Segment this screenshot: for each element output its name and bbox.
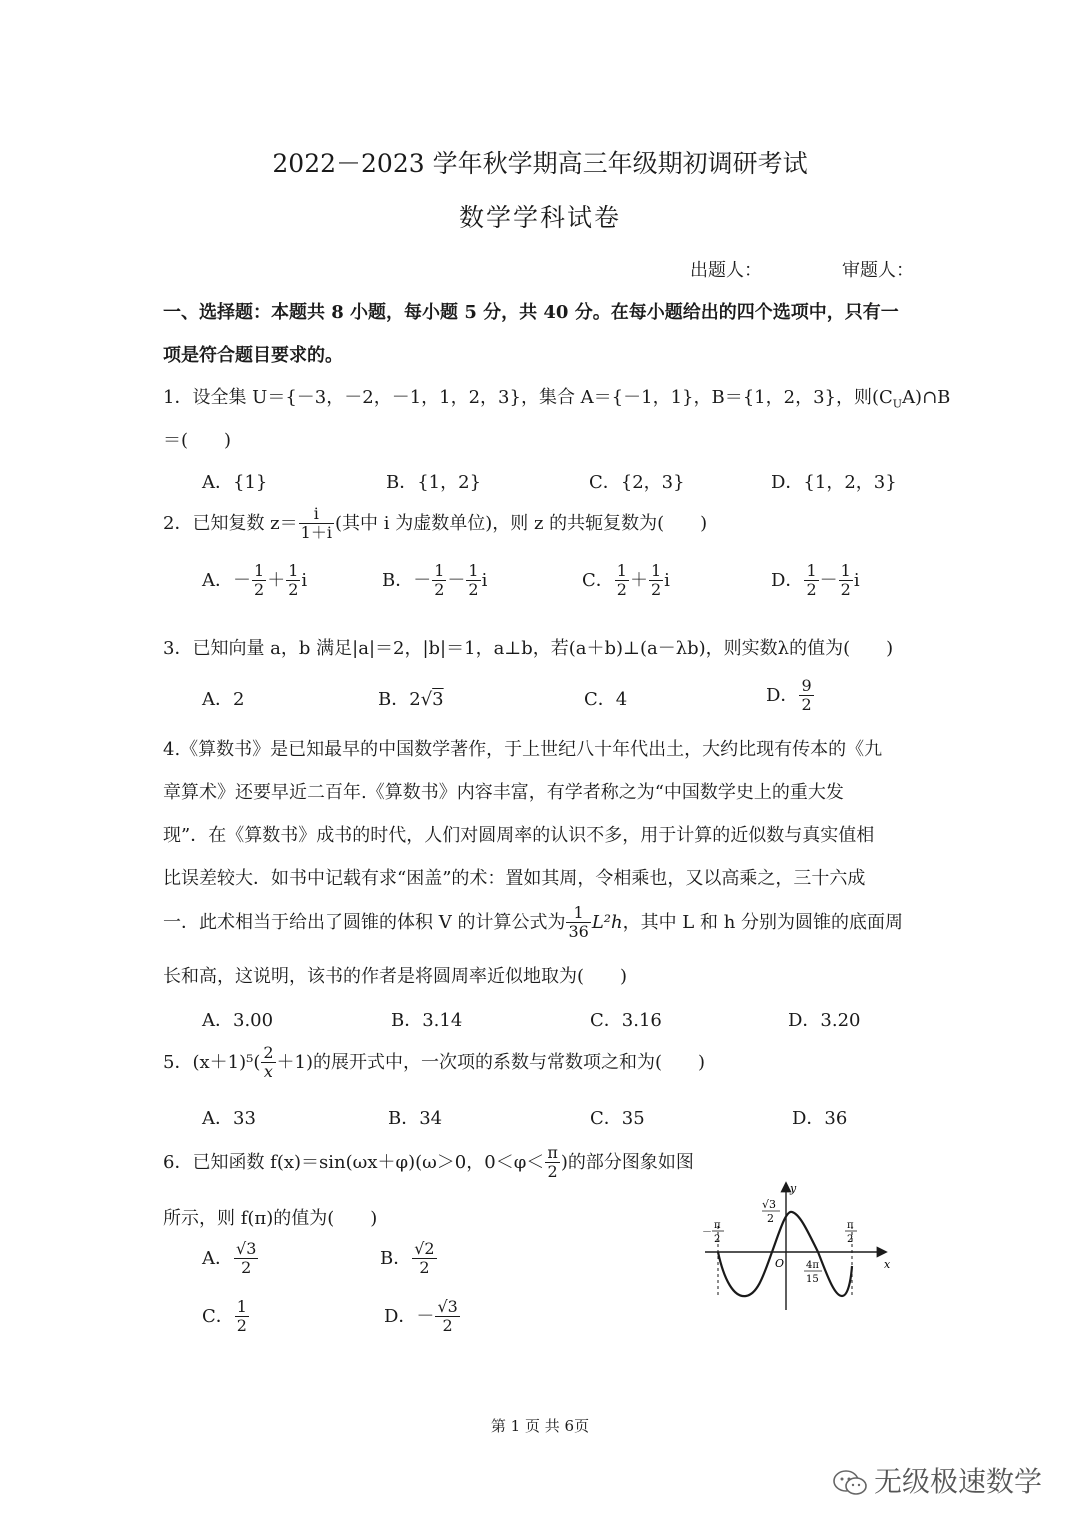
q5-option-d[interactable]: D．36 xyxy=(792,1108,848,1129)
section-heading-line1: 一、选择题：本题共 8 小题，每小题 5 分，共 40 分。在每小题给出的四个选项中，只有一 xyxy=(163,302,899,323)
q4-line-3: 现”．在《算数书》成书的时代，人们对圆周率的认识不多，用于计算的近似数与真实值相 xyxy=(163,825,875,846)
peak-num: √3 xyxy=(762,1198,777,1211)
origin-label: O xyxy=(775,1257,785,1270)
q5-stem: 5．(x＋1)⁵( $\frac{2}{x}$ ＋1)的展开式中，一次项的系数与常数项之和为( ) xyxy=(163,1043,706,1082)
q6-function-graph xyxy=(700,1180,900,1320)
q5-option-c[interactable]: C．35 xyxy=(590,1108,645,1129)
q6-option-d[interactable]: D．－ $\frac{√3}{2}$ xyxy=(384,1297,458,1336)
right-den: 2 xyxy=(847,1234,854,1245)
q4-line-1: 4.《算数书》是已知最早的中国数学著作，于上世纪八十年代出土，大约比现有传本的《九 xyxy=(163,739,883,760)
q6-option-c[interactable]: C． $\frac{1}{2}$ xyxy=(202,1297,247,1336)
q6-option-b[interactable]: B． $\frac{√2}{2}$ xyxy=(380,1239,435,1278)
zero-num: 4π xyxy=(806,1260,819,1271)
q2-option-d[interactable]: D． $\frac{1}{2}$ － $\frac{1}{2}$ i xyxy=(771,561,860,600)
q4-line-2: 章算术》还要早近二百年.《算数书》内容丰富，有学者称之为“中国数学史上的重大发 xyxy=(163,782,844,803)
q5-option-a[interactable]: A．33 xyxy=(202,1108,256,1129)
q1-stem: 1．设全集 U＝{－3，－2，－1，1，2，3}，集合 A＝{－1，1}，B＝{1，2，3}，则$(C_UA)\cap B$ xyxy=(163,387,951,411)
watermark: 无级极速数学 xyxy=(832,1460,1042,1500)
wechat-icon xyxy=(832,1469,868,1497)
right-num: π xyxy=(847,1220,854,1231)
q1-option-c[interactable]: C．{2，3} xyxy=(589,472,685,493)
q4-line-5: 一．此术相当于给出了圆锥的体积 V 的计算公式为 $\frac{1}{36}$ L²h，其中 L 和 h 分别为圆锥的底面周 xyxy=(163,903,904,942)
section-heading-line2: 项是符合题目要求的。 xyxy=(163,345,343,366)
q1-option-b[interactable]: B．{1，2} xyxy=(386,472,482,493)
q3-option-b[interactable]: B．2√3 xyxy=(378,689,444,710)
q6-option-a[interactable]: A． $\frac{√3}{2}$ xyxy=(202,1239,257,1278)
q2-option-b[interactable]: B．－ $\frac{1}{2}$ － $\frac{1}{2}$ i xyxy=(382,561,488,600)
zero-den: 15 xyxy=(806,1274,819,1285)
reviewer-label: 审题人： xyxy=(842,260,914,281)
left-sign: － xyxy=(702,1227,712,1238)
peak-den: 2 xyxy=(767,1212,774,1225)
y-axis-label: y xyxy=(790,1182,797,1195)
exam-subtitle: 数学学科试卷 xyxy=(458,203,621,232)
exam-title: 2022－2023 学年秋学期高三年级期初调研考试 xyxy=(272,149,808,178)
q4-option-c[interactable]: C．3.16 xyxy=(590,1010,662,1031)
q6-stem-line2: 所示，则 f(π)的值为( ) xyxy=(163,1208,378,1229)
q4-option-b[interactable]: B．3.14 xyxy=(391,1010,463,1031)
q1-option-d[interactable]: D．{1，2，3} xyxy=(771,472,897,493)
q4-option-d[interactable]: D．3.20 xyxy=(788,1010,861,1031)
x-axis-label: x xyxy=(884,1258,891,1271)
q3-option-a[interactable]: A．2 xyxy=(202,689,245,710)
q4-line-6: 长和高，这说明，该书的作者是将圆周率近似地取为( ) xyxy=(163,966,628,987)
sine-curve xyxy=(718,1212,852,1296)
q3-option-c[interactable]: C．4 xyxy=(584,689,628,710)
page-number: 第 1 页 共 6页 xyxy=(490,1417,590,1435)
left-num: π xyxy=(714,1220,721,1231)
q2-fraction: $\frac{i}{1+i}$ xyxy=(300,504,332,543)
q4-line-4: 比误差较大．如书中记载有求“困盖”的术：置如其周，令相乘也，又以高乘之，三十六成 xyxy=(163,868,866,889)
q3-option-d[interactable]: D． $\frac{9}{2}$ xyxy=(766,676,812,715)
q4-option-a[interactable]: A．3.00 xyxy=(202,1010,274,1031)
left-den: 2 xyxy=(714,1234,721,1245)
q1-option-a[interactable]: A．{1} xyxy=(202,472,268,493)
q2-stem: 2．已知复数 z＝ $\frac{i}{1+i}$ (其中 i 为虚数单位)，则 z 的共轭复数为( ) xyxy=(163,504,708,543)
q3-stem: 3．已知向量 a，b 满足|a|＝2，|b|＝1，a⊥b，若(a＋b)⊥(a－λb)，则实数λ的值为( ) xyxy=(163,638,894,659)
q6-stem: 6．已知函数 f(x)＝sin(ωx＋φ)(ω＞0，0＜φ＜ $\frac{\pi}{2}$ )的部分图象如图 xyxy=(163,1143,694,1182)
setter-label: 出题人： xyxy=(690,260,762,281)
q2-option-c[interactable]: C． $\frac{1}{2}$ ＋ $\frac{1}{2}$ i xyxy=(582,561,670,600)
q1-stem-line2: ＝( ) xyxy=(163,430,232,451)
q5-option-b[interactable]: B．34 xyxy=(388,1108,443,1129)
q2-option-a[interactable]: A．－ $\frac{1}{2}$ ＋ $\frac{1}{2}$ i xyxy=(202,561,308,600)
